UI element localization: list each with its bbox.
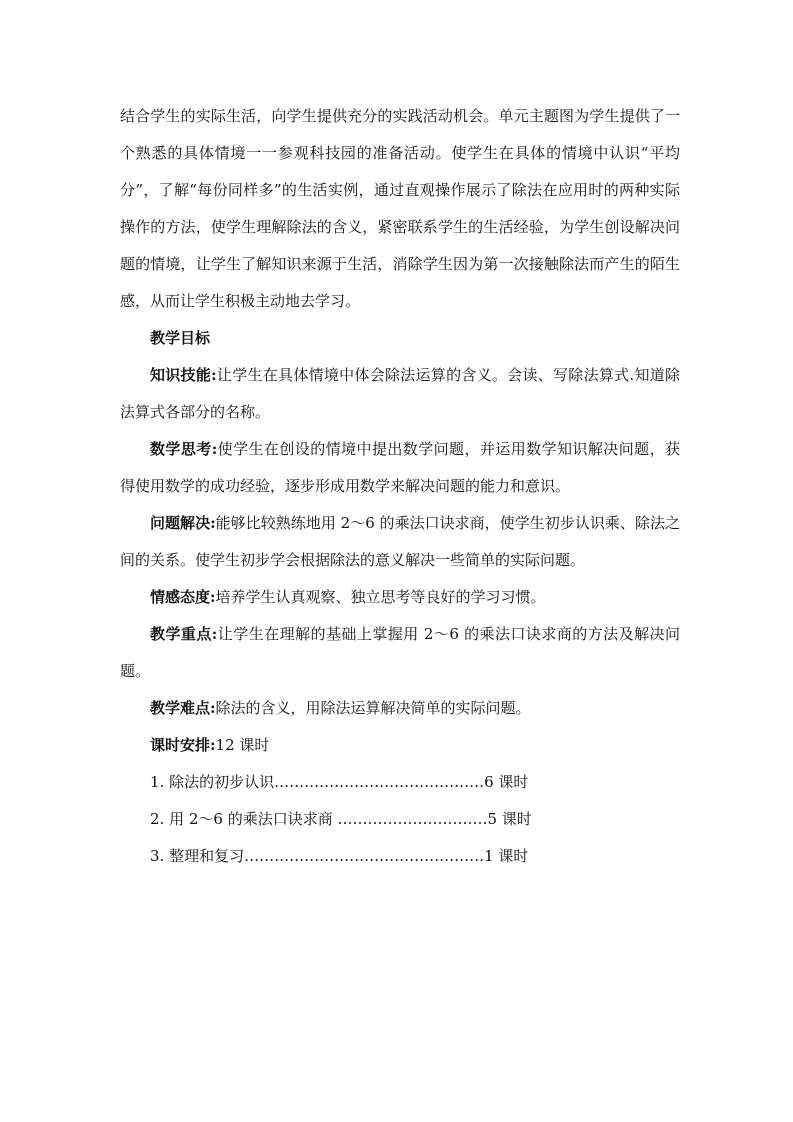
goals-heading: 教学目标 (150, 329, 211, 347)
knowledge-skills-paragraph (120, 357, 680, 431)
difficulty-label: 教学难点: (150, 699, 216, 717)
emotion-attitude-label: 情感态度: (150, 588, 216, 606)
knowledge-skills-label: 知识技能: (150, 366, 217, 384)
schedule-text: 12 课时 (215, 736, 270, 754)
difficulty-text: 除法的含义，用除法运算解决简单的实际问题。 (215, 699, 531, 717)
lesson-item: 3. 整理和复习…………………………………………1 课时 (150, 847, 529, 865)
problem-solving-text: 能够比较熟练地用 2～6 的乘法口诀求商，使学生初步认识乘、除法之间的关系。使学生初步学会根据除法的意义解决一些简单的实际问题。 (120, 514, 680, 569)
lesson-item: 1. 除法的初步认识……………………………………6 课时 (150, 773, 529, 791)
math-thinking-label: 数学思考: (150, 440, 218, 458)
emotion-attitude-paragraph (120, 579, 680, 616)
document-page (120, 98, 680, 875)
intro-paragraph: 结合学生的实际生活，向学生提供充分的实践活动机会。单元主题图为学生提供了一个熟悉的具体情境一一参观科技园的准备活动。使学生在具体的情境中认识“平均分”，了解“每份同样多”的生活实例，通过直观操作展示了除法在应用时的两种实际操作的方法，使学生理解除法的含义，紧密联系学生的生活经验，为学生创设解决问题的情境，让学生了解知识来源于生活，消除学生因为第一次接触除法而产生的陌生感，从而让学生积极主动地去学习。 (120, 107, 680, 310)
problem-solving-label: 问题解决: (150, 514, 216, 532)
schedule-label: 课时安排: (150, 736, 216, 754)
lesson-item: 2. 用 2～6 的乘法口诀求商 …………………………5 课时 (150, 810, 532, 828)
key-point-paragraph (120, 616, 680, 690)
knowledge-skills-text: 让学生在具体情境中体会除法运算的含义。会读、写除法算式.知道除法算式各部分的名称。 (120, 366, 680, 421)
key-point-text: 让学生在理解的基础上掌握用 2～6 的乘法口诀求商的方法及解决问题。 (120, 625, 680, 680)
emotion-attitude-text: 培养学生认真观察、独立思考等良好的学习习惯。 (215, 588, 546, 606)
math-thinking-paragraph (120, 431, 680, 505)
difficulty-paragraph (120, 690, 680, 727)
schedule-paragraph (120, 727, 680, 764)
key-point-label: 教学重点: (150, 625, 218, 643)
math-thinking-text: 使学生在创设的情境中提出数学问题，并运用数学知识解决问题，获得使用数学的成功经验，逐步形成用数学来解决问题的能力和意识。 (120, 440, 680, 495)
problem-solving-paragraph (120, 505, 680, 579)
